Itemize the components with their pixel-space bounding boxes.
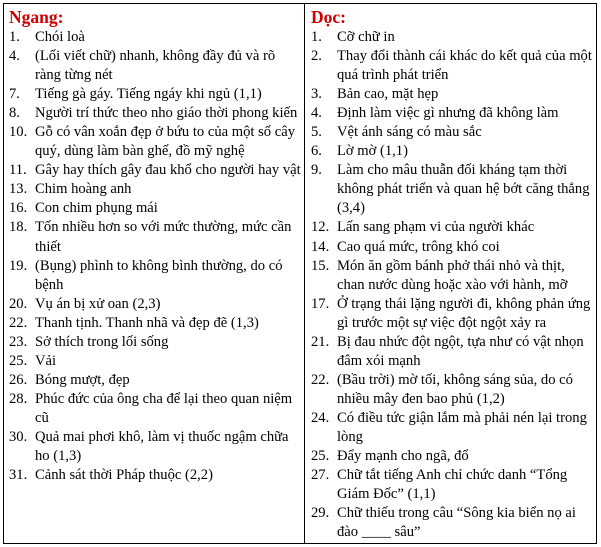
clue-number: 13. xyxy=(9,181,28,198)
clue-item xyxy=(311,333,595,371)
clue-number: 29. xyxy=(311,505,330,522)
clue-text: Chói loà xyxy=(35,29,85,45)
clue-number: 11. xyxy=(9,162,27,179)
clue-number: 2. xyxy=(311,48,322,65)
clue-item xyxy=(311,504,595,542)
clue-number: 19. xyxy=(9,257,28,274)
clue-item xyxy=(9,428,301,466)
clue-item xyxy=(311,466,595,504)
clue-item xyxy=(311,104,595,123)
clue-number: 17. xyxy=(311,295,330,312)
clue-text: Vải xyxy=(35,352,57,369)
clue-item xyxy=(9,218,301,256)
down-heading: Dọc: xyxy=(311,7,346,27)
clue-text: Lờ mờ (1,1) xyxy=(337,143,408,160)
clue-text: (Bầu trời) mờ tối, không sáng sủa, do có nhiều mây đen bao phủ (1,2) xyxy=(337,371,573,407)
clue-number: 7. xyxy=(9,86,20,103)
clue-text: Cảnh sát thời Pháp thuộc (2,2) xyxy=(35,467,213,484)
clue-number: 23. xyxy=(9,333,28,350)
clue-text: Vụ án bị xử oan (2,3) xyxy=(35,295,161,312)
clue-text: Người trí thức theo nho giáo thời phong kiến xyxy=(35,105,298,122)
clue-text: Tốn nhiều hơn so với mức thường, mức cần thiết xyxy=(35,219,292,255)
clue-number: 6. xyxy=(311,143,322,160)
clue-item xyxy=(311,218,595,237)
clue-number: 14. xyxy=(311,238,330,255)
clue-number: 15. xyxy=(311,257,330,274)
column-divider xyxy=(304,4,305,543)
clue-text: Vệt ánh sáng có màu sắc xyxy=(337,124,482,141)
clue-number: 1. xyxy=(311,29,322,45)
clue-text: Cỡ chữ in xyxy=(337,29,395,45)
clue-item xyxy=(9,47,301,85)
clue-item xyxy=(311,371,595,409)
across-heading: Ngang: xyxy=(9,7,64,27)
across-column xyxy=(9,6,301,485)
clue-item xyxy=(9,85,301,104)
clue-item xyxy=(9,466,301,485)
clue-text: Gây hay thích gây đau khổ cho người hay vật xyxy=(35,162,301,179)
clue-item xyxy=(9,371,301,390)
clue-item xyxy=(311,161,595,218)
clue-item xyxy=(311,238,595,257)
clue-number: 22. xyxy=(311,371,330,388)
clue-item xyxy=(311,409,595,447)
clue-item xyxy=(9,352,301,371)
clue-number: 1. xyxy=(9,29,20,45)
down-column xyxy=(311,6,595,542)
clue-text: Làm cho mâu thuẫn đối kháng tạm thời không phát triển và quan hệ bớt căng thẳng (3,4) xyxy=(337,162,590,217)
clue-text: Thay đổi thành cái khác do kết quả của một quá trình phát triển xyxy=(337,48,592,84)
clue-item xyxy=(9,390,301,428)
across-clue-list xyxy=(9,28,301,485)
clue-text: (Bụng) phình to không bình thường, do có bệnh xyxy=(35,257,283,293)
clue-text: Bản cao, mặt hẹp xyxy=(337,86,439,103)
clue-number: 30. xyxy=(9,428,28,445)
clue-text: Chữ thiếu trong câu “Sông kia biển nọ ai đào ____ sâu” xyxy=(337,505,576,541)
clue-text: Định làm việc gì nhưng đã không làm xyxy=(337,105,559,122)
clue-item xyxy=(9,333,301,352)
clue-number: 25. xyxy=(311,448,330,465)
clue-text: Con chim phụng mái xyxy=(35,200,158,217)
clue-item xyxy=(9,161,301,180)
clue-item xyxy=(311,47,595,85)
clue-number: 21. xyxy=(311,333,330,350)
clue-item xyxy=(9,314,301,333)
clue-number: 27. xyxy=(311,467,330,484)
clue-text: Lấn sang phạm vi của người khác xyxy=(337,219,535,236)
clue-text: Bị đau nhức đột ngột, tựa như có vật nhọn xyxy=(337,333,584,350)
clue-text-continued: đâm xói mạnh xyxy=(337,352,421,369)
clue-number: 16. xyxy=(9,200,28,217)
clue-number: 4. xyxy=(9,48,20,65)
clue-text: Ở trạng thái lặng người đi, không phản ứng gì trước một sự việc đột ngột xảy ra xyxy=(337,295,591,331)
clue-item xyxy=(9,199,301,218)
clue-text: Cao quá mức, trông khó coi xyxy=(337,238,500,255)
clue-text: (Lối viết chữ) nhanh, không đầy đủ và rõ ràng từng nét xyxy=(35,48,276,84)
clue-text: Chim hoàng anh xyxy=(35,181,132,198)
clue-text: Chữ tắt tiếng Anh chỉ chức danh “Tổng Giám Đốc” (1,1) xyxy=(337,467,568,503)
clue-item xyxy=(311,295,595,333)
clue-number: 8. xyxy=(9,105,20,122)
clue-item xyxy=(9,257,301,295)
clue-text: Phúc đức của ông cha để lại theo quan niệm cũ xyxy=(35,390,293,426)
clue-text: Tiếng gà gáy. Tiếng ngáy khi ngủ (1,1) xyxy=(35,86,262,103)
clue-text: Bóng mượt, đẹp xyxy=(35,371,130,388)
clue-text: Món ăn gồm bánh phở thái nhỏ và thịt, chan nước dùng hoặc xào với hành, mỡ xyxy=(337,257,568,293)
clue-item xyxy=(311,123,595,142)
clue-item xyxy=(9,123,301,161)
clue-number: 31. xyxy=(9,467,28,484)
clue-item xyxy=(311,142,595,161)
clue-number: 20. xyxy=(9,295,28,312)
clue-item xyxy=(311,85,595,104)
clue-text: Gỗ có vân xoắn đẹp ở bứu to của một số cây quý, dùng làm bàn ghế, đồ mỹ nghệ xyxy=(35,124,296,160)
clue-number: 5. xyxy=(311,124,322,141)
clue-number: 3. xyxy=(311,86,322,103)
clue-item xyxy=(311,28,595,47)
clue-number: 10. xyxy=(9,124,28,141)
clue-item xyxy=(9,295,301,314)
clue-item xyxy=(9,180,301,199)
clue-number: 4. xyxy=(311,105,322,122)
clue-item xyxy=(311,447,595,466)
crossword-clue-table xyxy=(3,3,597,544)
clue-number: 24. xyxy=(311,409,330,426)
clue-text: Thanh tịnh. Thanh nhã và đẹp đẽ (1,3) xyxy=(35,314,259,331)
clue-text: Có điều tức giận lắm mà phải nén lại trong lòng xyxy=(337,409,587,445)
clue-number: 25. xyxy=(9,352,28,369)
clue-text: Quả mai phơi khô, làm vị thuốc ngậm chữa ho (1,3) xyxy=(35,428,289,465)
clue-number: 22. xyxy=(9,314,28,331)
clue-item xyxy=(9,28,301,47)
clue-number: 18. xyxy=(9,219,28,236)
clue-number: 9. xyxy=(311,162,322,179)
clue-item xyxy=(9,104,301,123)
clue-item xyxy=(311,257,595,295)
clue-number: 28. xyxy=(9,390,28,407)
clue-number: 26. xyxy=(9,371,28,388)
clue-text: Sở thích trong lối sống xyxy=(35,333,169,350)
down-clue-list xyxy=(311,28,595,542)
clue-number: 12. xyxy=(311,219,330,236)
clue-text: Đẩy mạnh cho ngã, đổ xyxy=(337,448,469,465)
